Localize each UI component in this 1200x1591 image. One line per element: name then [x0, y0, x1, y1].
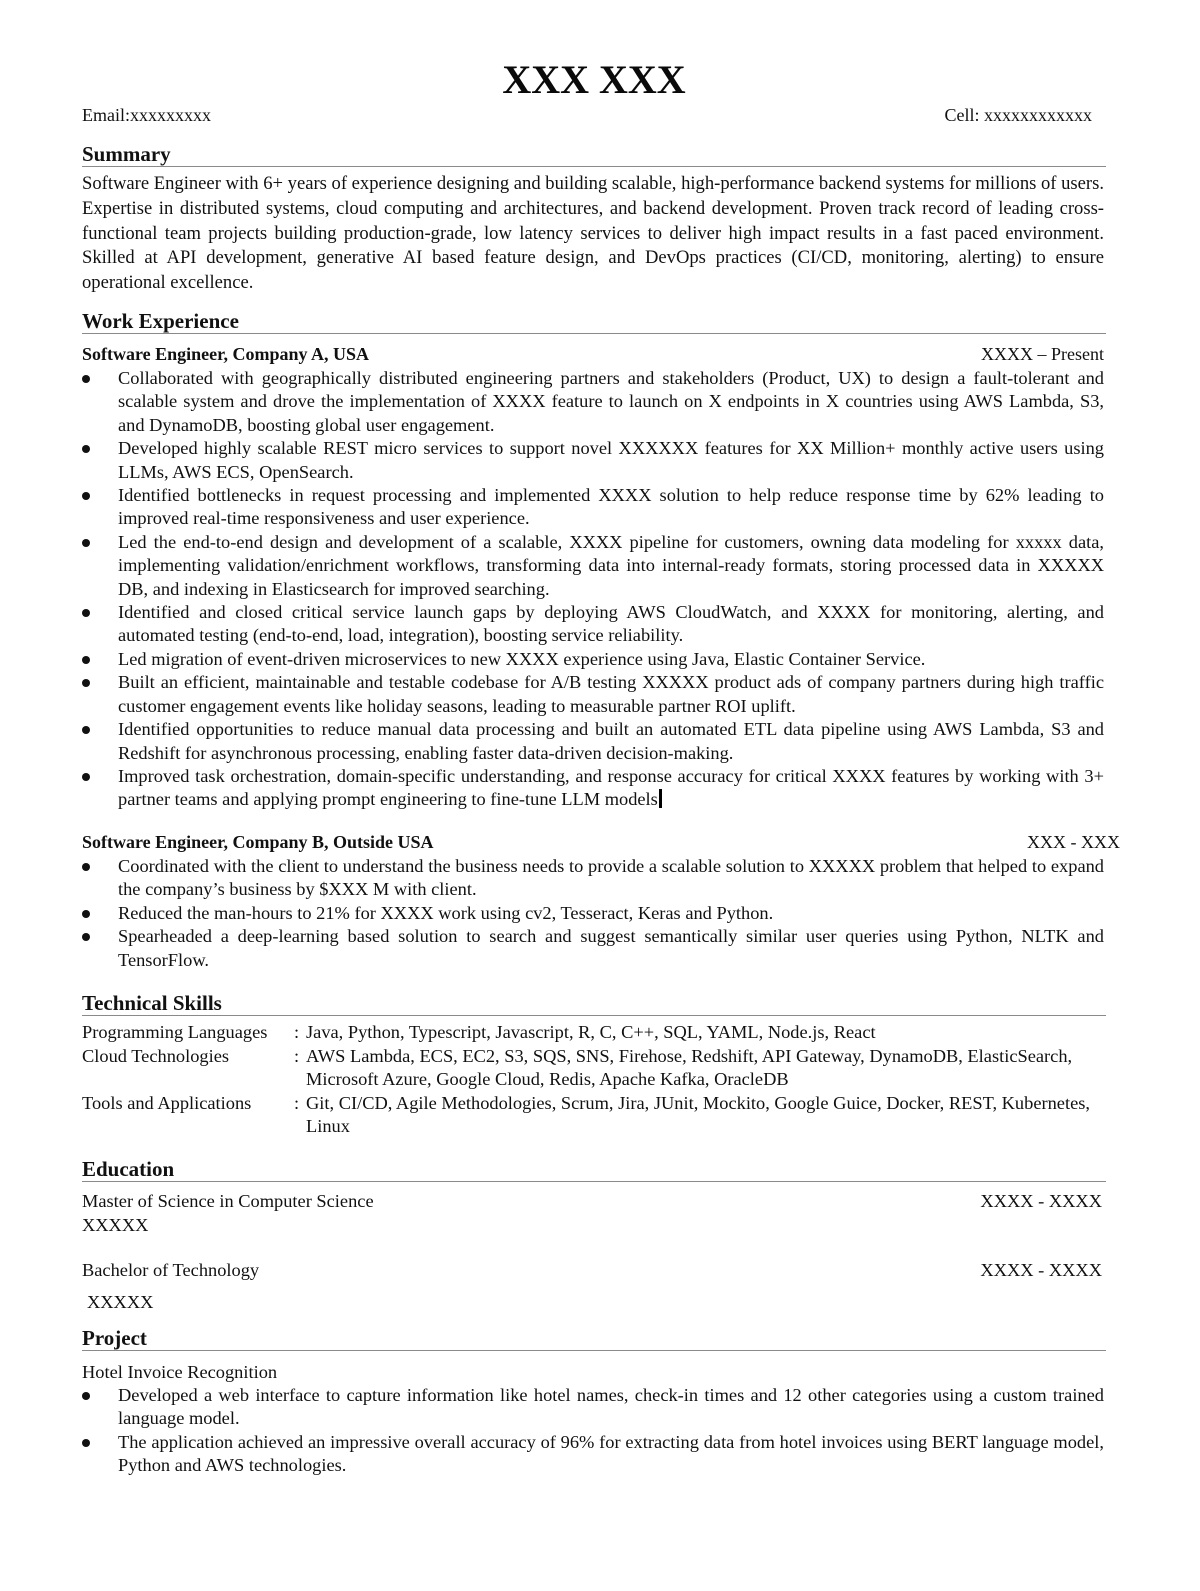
- degree-name: Master of Science in Computer Science: [82, 1191, 374, 1211]
- skill-row: Programming Languages : Java, Python, Typescript, Javascript, R, C, C++, SQL, YAML, Node.js, React: [82, 1021, 1104, 1045]
- bullet-icon: [82, 492, 90, 500]
- list-item: Developed a web interface to capture information like hotel names, check-in times and 12 other categories using a custom trained language model.: [82, 1384, 1104, 1431]
- skill-row: Tools and Applications : Git, CI/CD, Agile Methodologies, Scrum, Jira, JUnit, Mockito, Google Guice, Docker, REST, Kubernetes, Linux: [82, 1092, 1104, 1139]
- skill-category: Programming Languages: [82, 1022, 268, 1042]
- skill-values: Git, CI/CD, Agile Methodologies, Scrum, Jira, JUnit, Mockito, Google Guice, Docker, REST, Kubernetes, Linux: [306, 1092, 1090, 1137]
- email-text: Email:xxxxxxxxx: [82, 105, 211, 125]
- bullet-icon: [82, 910, 90, 918]
- bullet-icon: [82, 1439, 90, 1447]
- school-name: XXXXX: [82, 1215, 149, 1235]
- list-item: Coordinated with the client to understand the business needs to provide a scalable solution to XXXXX problem that helped to expand the company’s business by $XXX M with client.: [82, 855, 1104, 902]
- project-heading: Project: [82, 1326, 1106, 1351]
- skill-values: AWS Lambda, ECS, EC2, S3, SQS, SNS, Firehose, Redshift, API Gateway, DynamoDB, ElasticSearch, Microsoft Azure, Google Cloud, Redis, Apache Kafka, OracleDB: [306, 1045, 1073, 1090]
- education-heading: Education: [82, 1157, 1106, 1182]
- bullet-icon: [82, 933, 90, 941]
- job-bullets-company-b: [82, 855, 1104, 972]
- list-item: Spearheaded a deep-learning based solution to search and suggest semantically similar user queries using Python, NLTK and TensorFlow.: [82, 925, 1104, 972]
- education-item-bachelors: [82, 1258, 1102, 1282]
- job-bullets-company-a: [82, 367, 1104, 812]
- list-item: Improved task orchestration, domain-specific understanding, and response accuracy for critical XXXX features by working with 3+ partner teams and applying prompt engineering to fine-tune LLM models: [82, 765, 1104, 812]
- technical-skills-heading: Technical Skills: [82, 991, 1106, 1016]
- candidate-name: XXX XXX: [502, 57, 686, 102]
- degree-date: XXXX - XXXX: [980, 1260, 1102, 1280]
- job-date: XXX - XXX: [1027, 832, 1120, 852]
- list-item: Collaborated with geographically distributed engineering partners and stakeholders (Product, UX) to design a fault-tolerant and scalable system and drove the implementation of XXXX feature to launch on X endpoints in X countries using AWS Lambda, S3, and DynamoDB, boosting global user engagement.: [82, 367, 1104, 437]
- list-item: Identified and closed critical service launch gaps by deploying AWS CloudWatch, and XXXX for monitoring, alerting, and automated testing (end-to-end, load, integration), boosting service reliability.: [82, 601, 1104, 648]
- bullet-icon: [82, 679, 90, 687]
- bullet-icon: [82, 375, 90, 383]
- bullet-icon: [82, 726, 90, 734]
- summary-heading: Summary: [82, 142, 1106, 167]
- cell-text: Cell: xxxxxxxxxxxx: [944, 105, 1092, 125]
- bullet-icon: [82, 863, 90, 871]
- text-cursor: [659, 789, 662, 808]
- list-item: Identified bottlenecks in request processing and implemented XXXX solution to help reduce response time by 62% leading to improved real-time responsiveness and user experience.: [82, 484, 1104, 531]
- bullet-icon: [82, 773, 90, 781]
- list-item: Identified opportunities to reduce manual data processing and built an automated ETL data pipeline using AWS Lambda, S3 and Redshift for asynchronous processing, enabling faster data-driven decision-making.: [82, 718, 1104, 765]
- bullet-icon: [82, 609, 90, 617]
- skill-values: Java, Python, Typescript, Javascript, R, C, C++, SQL, YAML, Node.js, React: [306, 1022, 876, 1042]
- degree-date: XXXX - XXXX: [980, 1191, 1102, 1211]
- job-header-company-b: [82, 831, 1120, 854]
- skill-row: Cloud Technologies : AWS Lambda, ECS, EC2, S3, SQS, SNS, Firehose, Redshift, API Gateway, DynamoDB, ElasticSearch, Microsoft Azure, Google Cloud, Redis, Apache Kafka, OracleDB: [82, 1045, 1104, 1092]
- list-item: Developed highly scalable REST micro services to support novel XXXXXX features for XX Million+ monthly active users using LLMs, AWS ECS, OpenSearch.: [82, 437, 1104, 484]
- skill-category: Tools and Applications: [82, 1092, 252, 1113]
- bullet-icon: [82, 1392, 90, 1400]
- work-experience-heading: Work Experience: [82, 309, 1106, 334]
- bullet-icon: [82, 656, 90, 664]
- project-name: Hotel Invoice Recognition: [82, 1362, 278, 1382]
- bullet-icon: [82, 445, 90, 453]
- list-item: Reduced the man-hours to 21% for XXXX work using cv2, Tesseract, Keras and Python.: [82, 902, 1104, 925]
- school-name: XXXXX: [87, 1292, 154, 1312]
- skill-category: Cloud Technologies: [82, 1045, 230, 1066]
- job-header-company-a: [82, 343, 1104, 366]
- list-item: Led the end-to-end design and development of a scalable, XXXX pipeline for customers, owning data modeling for xxxxx data, implementing validation/enrichment workflows, transforming data into internal-ready formats, storing processed data in XXXXX DB, and indexing in Elasticsearch for improved searching.: [82, 531, 1104, 601]
- summary-text: Software Engineer with 6+ years of experience designing and building scalable, high-performance backend systems for millions of users. Expertise in distributed systems, cloud computing and architectures, and backend development. Proven track record of leading cross-functional team projects building production-grade, low latency services to deliver high impact results in a fast paced environment. Skilled at API development, generative AI based feature design, and DevOps practices (CI/CD, monitoring, alerting) to ensure operational excellence.: [82, 173, 1104, 294]
- bullet-icon: [82, 539, 90, 547]
- job-title: Software Engineer, Company B, Outside USA: [82, 832, 434, 852]
- degree-name: Bachelor of Technology: [82, 1260, 260, 1280]
- job-title: Software Engineer, Company A, USA: [82, 344, 370, 364]
- list-item: Built an efficient, maintainable and testable codebase for A/B testing XXXXX product ads of company partners during high traffic customer engagement events like holiday seasons, leading to measurable partner ROI uplift.: [82, 671, 1104, 718]
- list-item: Led migration of event-driven microservices to new XXXX experience using Java, Elastic Container Service.: [82, 648, 1104, 671]
- skills-table: [82, 1021, 1104, 1139]
- project-bullets: [82, 1384, 1104, 1478]
- education-item-masters: [82, 1189, 1102, 1213]
- job-date: XXXX – Present: [981, 344, 1104, 364]
- list-item: The application achieved an impressive overall accuracy of 96% for extracting data from hotel invoices using BERT language model, Python and AWS technologies.: [82, 1431, 1104, 1478]
